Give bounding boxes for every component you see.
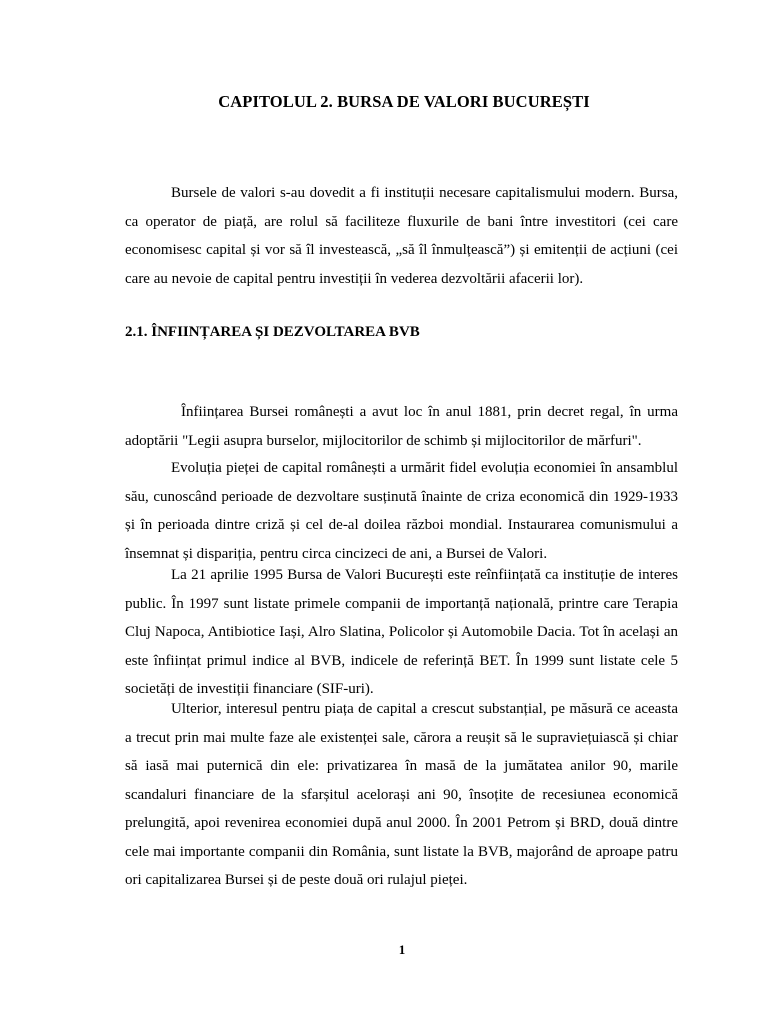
paragraph-later-development: Ulterior, interesul pentru piața de capital a crescut substanțial, pe măsură ce aceasta a trecut prin mai multe faze ale existenței sale, cărora a reușit să le supraviețuiască și chiar să iasă mai puternică din ele: privatizarea în masă de la jumătatea anilor 90, marile scandaluri financiare de la sfarșitul acelorași ani 90, însoțite de recesiunea economică prelungită, apoi revenirea economiei după anul 2000. În 2001 Petrom și BRD, două dintre cele mai importante companii din România, sunt listate la BVB, majorând de aproape patru ori capitalizarea Bursei și de peste două ori rulajul pieței.	[125, 701, 678, 888]
intro-paragraph: Bursele de valori s-au dovedit a fi instituții necesare capitalismului modern. Bursa, ca operator de piață, are rolul să faciliteze fluxurile de bani între investitori (cei care economisesc capital și vor să îl investească, „să îl înmulțească”) și emitenții de acțiuni (cei care au nevoie de capital pentru investiții în vederea dezvoltării afacerii lor).	[125, 185, 678, 287]
paragraph-refounding: La 21 aprilie 1995 Bursa de Valori București este reînființată ca instituție de interes public. În 1997 sunt listate primele companii de importanță națională, printre care Terapia Cluj Napoca, Antibiotice Iași, Alro Slatina, Policolor și Automobile Dacia. Tot în același an este înființat primul indice al BVB, indicele de referință BET. În 1999 sunt listate cele 5 societăți de investiții financiare (SIF-uri).	[125, 567, 678, 697]
section-heading: 2.1. ÎNFIINȚAREA ȘI DEZVOLTAREA BVB	[125, 324, 420, 340]
page-number: 1	[398, 942, 406, 957]
paragraph-evolution: Evoluția pieței de capital românești a urmărit fidel evoluția economiei în ansamblul său, cunoscând perioade de dezvoltare susținută înainte de criza economică din 1929-1933 și în perioada dintre criză și cel de-al doilea război mondial. Instaurarea comunismului a însemnat și dispariția, pentru circa cincizeci de ani, a Bursei de Valori.	[125, 460, 678, 562]
chapter-title: CAPITOLUL 2. BURSA DE VALORI BUCUREȘTI	[218, 92, 590, 111]
paragraph-founding: Înființarea Bursei românești a avut loc în anul 1881, prin decret regal, în urma adoptării "Legii asupra burselor, mijlocitorilor de schimb și mijlocitorilor de mărfuri".	[125, 404, 678, 449]
